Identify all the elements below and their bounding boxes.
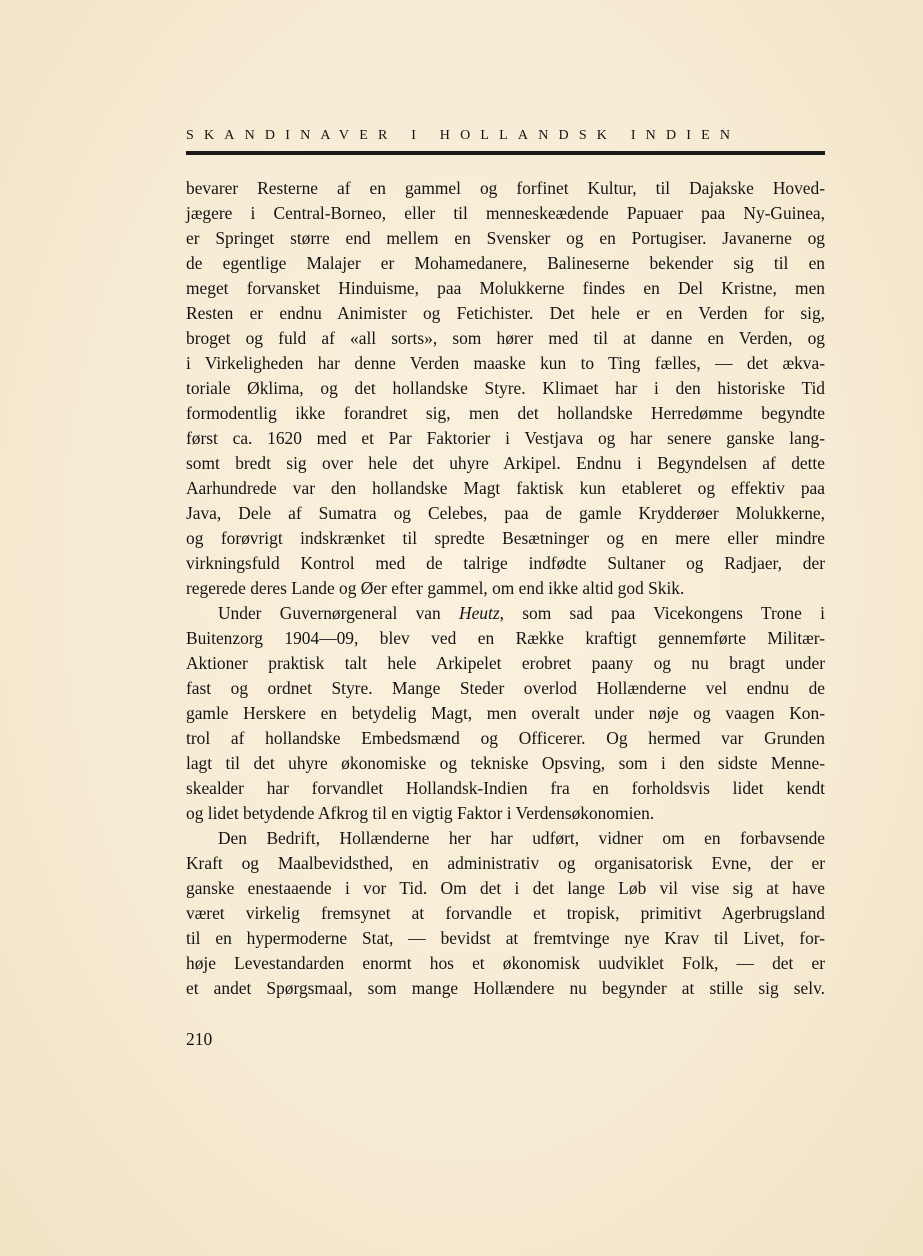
text-run: Under Guvernørgeneral van xyxy=(218,603,460,623)
text-line: lagt til det uhyre økonomiske og tekniske Opsving, som i den sidste Menne- xyxy=(186,753,825,773)
text-line: Aarhundrede var den hollandske Magt faktisk kun etableret og effektiv paa xyxy=(186,478,825,498)
text-line xyxy=(186,601,825,626)
text-line: og lidet betydende Afkrog til en vigtig Faktor i Verdensøkonomien. xyxy=(186,803,655,823)
text-run: , som sad paa Vicekongens Trone i xyxy=(499,603,825,623)
paragraph-2 xyxy=(186,601,825,826)
italic-name: Heutz xyxy=(459,603,500,623)
body-text xyxy=(186,176,825,1001)
text-line: fast og ordnet Styre. Mange Steder overlod Hollænderne vel endnu de xyxy=(186,678,825,698)
text-line: et andet Spørgsmaal, som mange Hollændere nu begynder at stille sig selv. xyxy=(186,978,825,998)
text-line: og forøvrigt indskrænket til spredte Besætninger og en mere eller mindre xyxy=(186,528,825,548)
text-line: er Springet større end mellem en Svensker og en Portugiser. Javanerne og xyxy=(186,228,825,248)
text-line: broget og fuld af «all sorts», som hører med til at danne en Verden, og xyxy=(186,328,825,348)
text-line: jægere i Central-Borneo, eller til menneskeædende Papuaer paa Ny-Guinea, xyxy=(186,203,825,223)
text-line: Java, Dele af Sumatra og Celebes, paa de gamle Krydderøer Molukkerne, xyxy=(186,503,825,523)
running-head-title: SKANDINAVER I HOLLANDSK INDIEN xyxy=(186,128,741,143)
page-number: 210 xyxy=(186,1029,213,1049)
text-line: bevarer Resterne af en gammel og forfinet Kultur, til Dajakske Hoved- xyxy=(186,178,825,198)
text-line: de egentlige Malajer er Mohamedanere, Balineserne bekender sig til en xyxy=(186,253,825,273)
text-line: trol af hollandske Embedsmænd og Officerer. Og hermed var Grunden xyxy=(186,728,825,748)
text-line: Resten er endnu Animister og Fetichister. Det hele er en Verden for sig, xyxy=(186,303,825,323)
text-line: til en hypermoderne Stat, — bevidst at fremtvinge nye Krav til Livet, for- xyxy=(186,928,825,948)
text-line: Aktioner praktisk talt hele Arkipelet erobret paany og nu bragt under xyxy=(186,653,825,673)
text-line: været virkelig fremsynet at forvandle et tropisk, primitivt Agerbrugsland xyxy=(186,903,825,923)
text-line: i Virkeligheden har denne Verden maaske kun to Ting fælles, — det ækva- xyxy=(186,353,825,373)
text-line: høje Levestandarden enormt hos et økonomisk uudviklet Folk, — det er xyxy=(186,953,825,973)
text-line: somt bredt sig over hele det uhyre Arkipel. Endnu i Begyndelsen af dette xyxy=(186,453,825,473)
header-rule xyxy=(186,151,825,155)
text-line: først ca. 1620 med et Par Faktorier i Vestjava og har senere ganske lang- xyxy=(186,428,825,448)
text-line: formodentlig ikke forandret sig, men det hollandske Herredømme begyndte xyxy=(186,403,825,423)
text-line: virkningsfuld Kontrol med de talrige indfødte Sultaner og Radjaer, der xyxy=(186,553,825,573)
text-line: Den Bedrift, Hollænderne her har udført, vidner om en forbavsende xyxy=(218,828,825,848)
text-line: meget forvansket Hinduisme, paa Molukkerne findes en Del Kristne, men xyxy=(186,278,825,298)
paragraph-1 xyxy=(186,176,825,601)
paragraph-3 xyxy=(186,826,825,1001)
text-line: skealder har forvandlet Hollandsk-Indien fra en forholdsvis lidet kendt xyxy=(186,778,825,798)
text-line: regerede deres Lande og Øer efter gammel, om end ikke altid god Skik. xyxy=(186,578,685,598)
text-line: Buitenzorg 1904—09, blev ved en Række kraftigt gennemførte Militær- xyxy=(186,628,825,648)
text-line: gamle Herskere en betydelig Magt, men overalt under nøje og vaagen Kon- xyxy=(186,703,825,723)
text-line: toriale Øklima, og det hollandske Styre. Klimaet har i den historiske Tid xyxy=(186,378,825,398)
text-line: ganske enestaaende i vor Tid. Om det i det lange Løb vil vise sig at have xyxy=(186,878,825,898)
text-line: Kraft og Maalbevidsthed, en administrativ og organisatorisk Evne, der er xyxy=(186,853,825,873)
